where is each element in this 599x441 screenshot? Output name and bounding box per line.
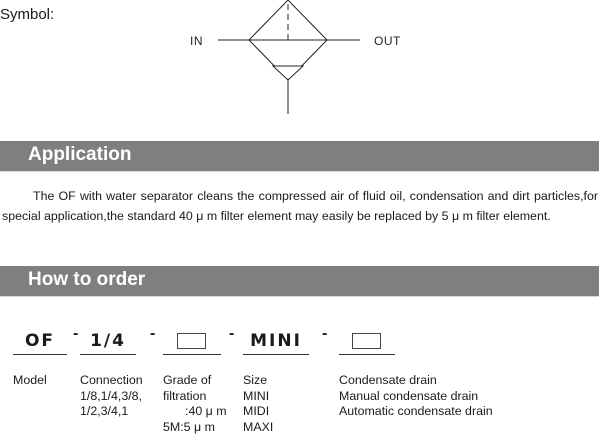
filter-separator-symbol: [190, 0, 420, 120]
code-size-underline: [243, 354, 309, 355]
code-connection: 1/4: [90, 331, 126, 351]
out-label: OUT: [374, 34, 401, 48]
code-model-underline: [13, 354, 67, 355]
separator-1: -: [73, 325, 79, 342]
separator-2: -: [150, 325, 156, 342]
code-connection-underline: [80, 354, 136, 355]
application-paragraph: [2, 186, 598, 226]
grade-column: [163, 373, 227, 435]
application-text: The OF with water separator cleans the compressed air of fluid oil, condensation and dirt particles,for special application,the standard 40 μ m filter element may easily be replaced by 5 μ m filter element.: [2, 189, 598, 223]
size-column: [243, 373, 273, 435]
grade-code-box: [177, 333, 206, 349]
symbol-label: Symbol:: [0, 6, 55, 23]
separator-3: -: [229, 325, 235, 342]
grade-option-5: 5M:5 μ m: [163, 419, 215, 434]
size-option-mini: MINI: [243, 388, 270, 403]
drain-column: [339, 373, 493, 420]
application-title: Application: [28, 144, 132, 165]
drain-label: Condensate drain: [339, 373, 437, 387]
drain-triangle: [273, 66, 303, 80]
size-option-maxi: MAXI: [243, 419, 274, 434]
code-grade-underline: [163, 354, 221, 355]
code-size: MINI: [250, 331, 302, 351]
model-column: [13, 373, 47, 389]
drain-option-automatic: Automatic condensate drain: [339, 404, 493, 418]
connection-column: [80, 373, 143, 420]
size-label: Size: [243, 373, 268, 387]
size-option-midi: MIDI: [243, 404, 270, 418]
drain-option-manual: Manual condensate drain: [339, 388, 479, 403]
drain-code-box: [352, 333, 381, 349]
model-label: Model: [13, 373, 47, 387]
application-header-bar: [0, 141, 599, 172]
grade-option-40: :40 μ m: [185, 404, 227, 418]
code-drain-underline: [339, 354, 395, 355]
how-to-order-title: How to order: [28, 269, 146, 290]
in-label: IN: [190, 34, 203, 48]
code-model: OF: [24, 331, 56, 351]
connection-options-1: 1/8,1/4,3/8,: [80, 388, 143, 403]
grade-label-1: Grade of: [163, 373, 212, 387]
connection-label: Connection: [80, 373, 143, 387]
how-to-order-header-bar: [0, 266, 599, 297]
grade-label-2: filtration: [163, 388, 207, 403]
connection-options-2: 1/2,3/4,1: [80, 404, 129, 418]
separator-4: -: [322, 325, 328, 342]
